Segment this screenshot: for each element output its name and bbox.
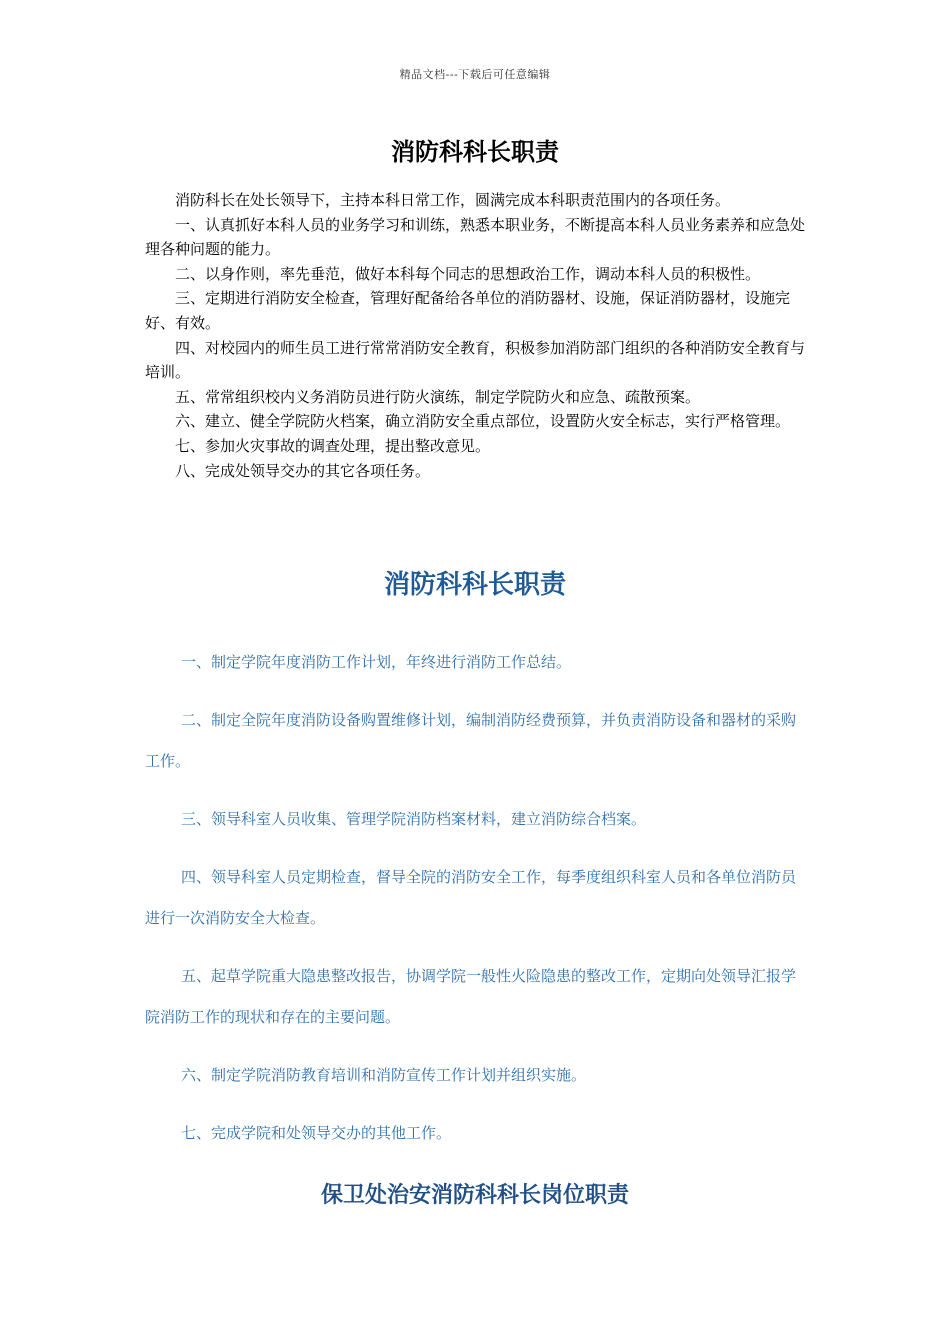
section2-paragraph: 六、制定学院消防教育培训和消防宣传工作计划并组织实施。 bbox=[181, 1066, 587, 1084]
section3-title: 保卫处治安消防科科长岗位职责 bbox=[320, 1183, 629, 1208]
section2-paragraph: 二、制定全院年度消防设备购置维修计划，编制消防经费预算，并负责消防设备和器材的采购工作。 bbox=[145, 711, 797, 770]
section2-title: 消防科科长职责 bbox=[383, 570, 566, 600]
header-note: 精品文档---下载后可任意编辑 bbox=[399, 68, 551, 81]
section2-paragraph: 七、完成学院和处领导交办的其他工作。 bbox=[181, 1124, 452, 1142]
section2-paragraph: 三、领导科室人员收集、管理学院消防档案材料，建立消防综合档案。 bbox=[181, 810, 647, 828]
section1-paragraph: 三、定期进行消防安全检查，管理好配备给各单位的消防器材、设施，保证消防器材，设施完好、有效。 bbox=[145, 289, 791, 332]
section2-paragraph: 五、起草学院重大隐患整改报告，协调学院一般性火险隐患的整改工作，定期向处领导汇报学院消防工作的现状和存在的主要问题。 bbox=[145, 967, 797, 1026]
section1-paragraph: 一、认真抓好本科人员的业务学习和训练，熟悉本职业务，不断提高本科人员业务素养和应急处理各种问题的能力。 bbox=[145, 215, 806, 259]
section2-paragraph: 一、制定学院年度消防工作计划，年终进行消防工作总结。 bbox=[181, 653, 572, 671]
section1-paragraph: 消防科长在处长领导下，主持本科日常工作，圆满完成本科职责范围内的各项任务。 bbox=[175, 191, 731, 209]
section1-body bbox=[145, 188, 809, 483]
section1-paragraph: 四、对校园内的师生员工进行常常消防安全教育，积极参加消防部门组织的各种消防安全教育与培训。 bbox=[145, 338, 806, 382]
section1-paragraph: 二、以身作则，率先垂范，做好本科每个同志的思想政治工作，调动本科人员的积极性。 bbox=[175, 264, 761, 283]
section1-title: 消防科科长职责 bbox=[391, 138, 559, 166]
section2-body bbox=[145, 642, 809, 1171]
section1-paragraph: 七、参加火灾事故的调查处理，提出整改意见。 bbox=[175, 436, 491, 455]
section1-paragraph: 八、完成处领导交办的其它各项任务。 bbox=[175, 461, 431, 480]
section2-paragraph: 四、领导科室人员定期检查，督导全院的消防安全工作，每季度组织科室人员和各单位消防员进行一次消防安全大检查。 bbox=[145, 868, 797, 927]
section1-paragraph: 五、常常组织校内义务消防员进行防火演练，制定学院防火和应急、疏散预案。 bbox=[175, 387, 701, 406]
section1-paragraph: 六、建立、健全学院防火档案，确立消防安全重点部位，设置防火安全标志，实行严格管理。 bbox=[175, 412, 791, 431]
